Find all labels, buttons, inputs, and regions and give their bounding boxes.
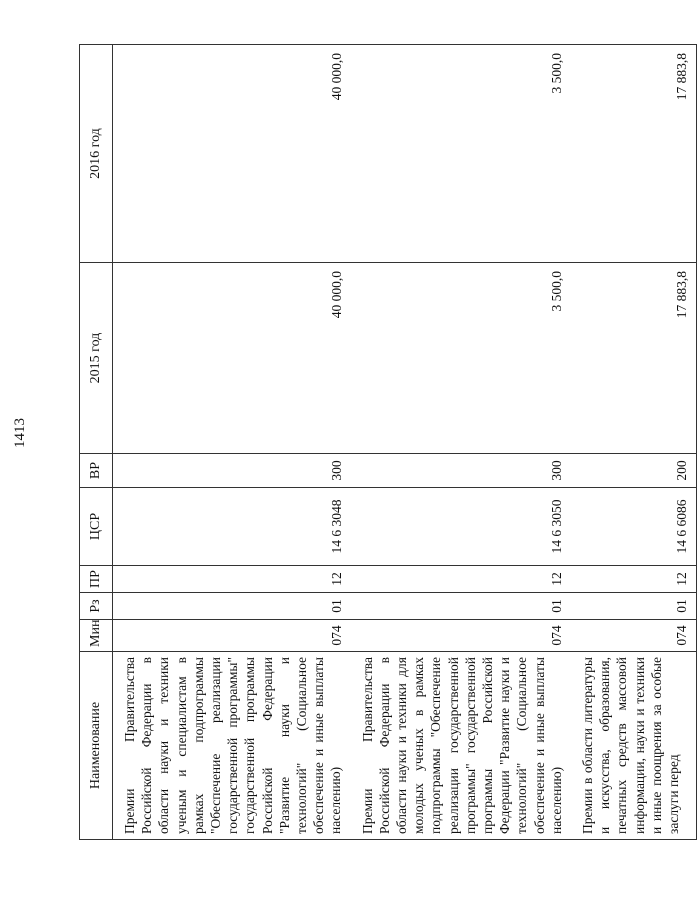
row-rz: 01 [113, 593, 351, 620]
row-pr: 12 [113, 566, 351, 593]
row-rz: 01 [571, 593, 696, 620]
row-2016: 3 500,0 [351, 45, 571, 263]
header-2015: 2015 год [80, 263, 113, 454]
table-row [351, 45, 571, 840]
row-2015: 17 883,8 [571, 263, 696, 454]
header-pr: ПР [80, 566, 113, 593]
row-min: 074 [113, 620, 351, 652]
page-number: 1413 [12, 418, 28, 448]
row-name: Премии Правительства Российской Федерации в области науки и техники для молодых ученых в рамках подпрограммы "Обеспечение реализации государственной программы" государственной программы Российской Федерации "Развитие науки и технологий" (Социальное обеспечение и иные выплаты населению) [351, 652, 571, 840]
row-vr: 200 [571, 454, 696, 488]
row-name: Премии в области литературы и искусства, образования, печатных средств массовой информации, науки и техники и иные поощрения за особые заслуги перед [571, 652, 696, 840]
table-row [113, 45, 351, 840]
row-min: 074 [571, 620, 696, 652]
row-rz: 01 [351, 593, 571, 620]
header-name: Наименование [80, 652, 113, 840]
row-csr: 14 6 3050 [351, 488, 571, 566]
row-pr: 12 [351, 566, 571, 593]
row-name: Премии Правительства Российской Федерации в области науки и техники ученым и специалистам в рамках подпрограммы "Обеспечение реализации государственной программы" государственной программы Российской Федерации "Развитие науки и технологий" (Социальное обеспечение и иные выплаты населению) [113, 652, 351, 840]
row-2016: 17 883,8 [571, 45, 696, 263]
header-csr: ЦСР [80, 488, 113, 566]
row-csr: 14 6 6086 [571, 488, 696, 566]
budget-table [79, 44, 697, 840]
header-vr: ВР [80, 454, 113, 488]
budget-table-rotated [79, 45, 689, 840]
header-rz: Рз [80, 593, 113, 620]
header-row [80, 45, 113, 840]
row-min: 074 [351, 620, 571, 652]
row-vr: 300 [113, 454, 351, 488]
row-2015: 3 500,0 [351, 263, 571, 454]
row-vr: 300 [351, 454, 571, 488]
row-2015: 40 000,0 [113, 263, 351, 454]
row-csr: 14 6 3048 [113, 488, 351, 566]
row-pr: 12 [571, 566, 696, 593]
table-row [571, 45, 696, 840]
header-2016: 2016 год [80, 45, 113, 263]
header-min: Мин [80, 620, 113, 652]
row-2016: 40 000,0 [113, 45, 351, 263]
